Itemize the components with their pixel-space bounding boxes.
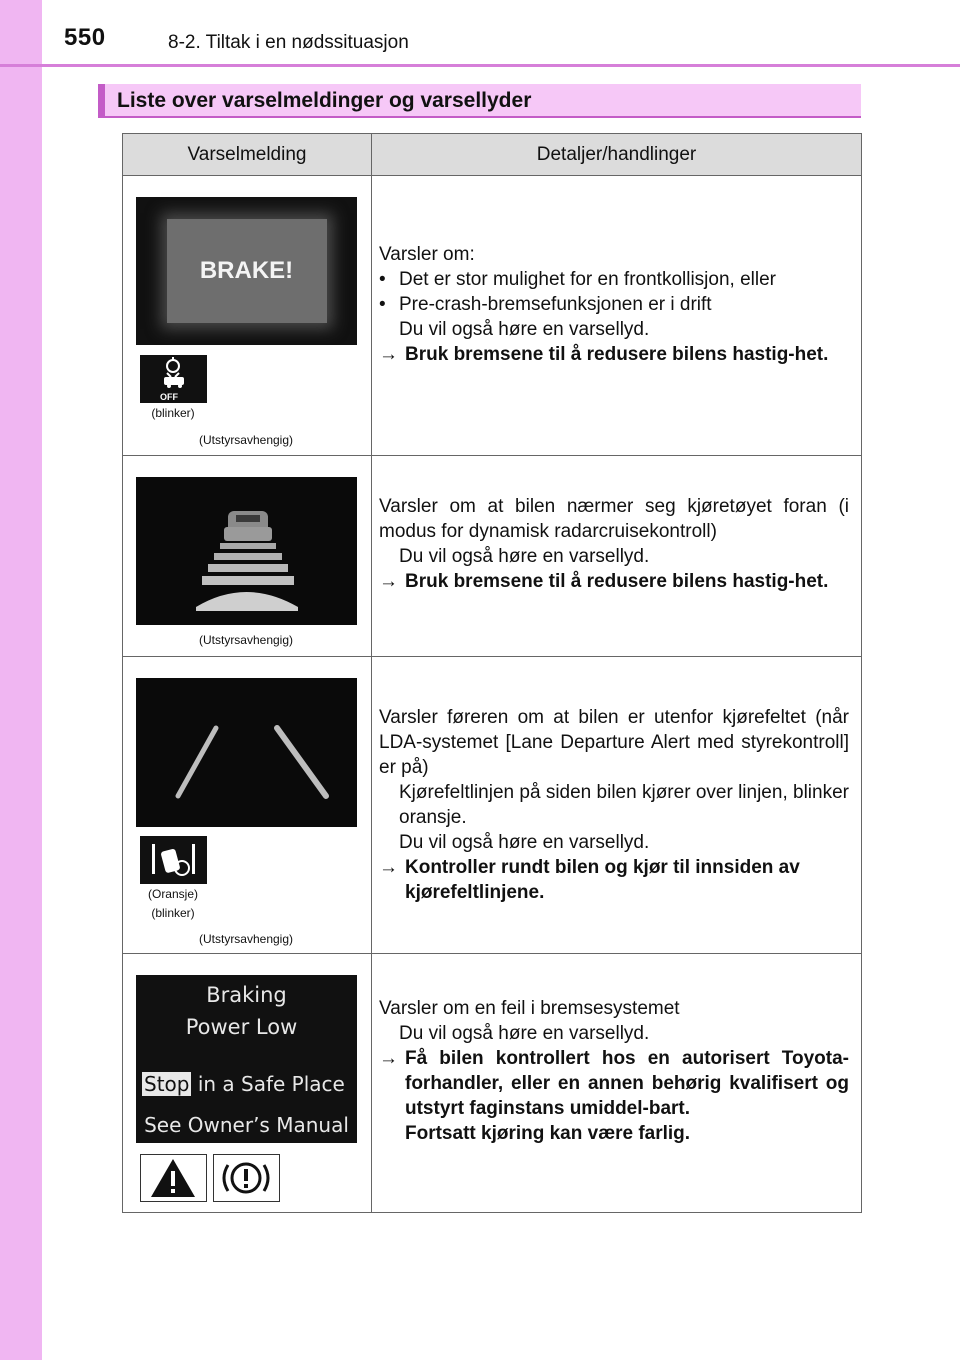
lane-lines-icon (136, 678, 357, 827)
details-action-text: Bruk bremsene til å redusere bilens hastig-het. (405, 344, 829, 365)
section-title-bar (98, 84, 861, 118)
details-intro: Varsler om: (379, 244, 475, 265)
table-header-row (123, 134, 862, 176)
details-bullet-text: Pre-crash-bremsefunksjonen er i drift (399, 294, 712, 315)
icon-caption-blinker: (blinker) (151, 406, 195, 420)
warning-message-table (122, 133, 862, 1213)
details-action-text: Kontroller rundt bilen og kjør til innsiden av kjørefeltlinjene. (405, 857, 800, 903)
message-cell (123, 657, 372, 954)
brake-display-screen (136, 197, 357, 345)
message-cell (123, 954, 372, 1213)
details-sound: Du vil også høre en varsellyd. (399, 832, 650, 853)
braking-power-low-display (136, 975, 357, 1143)
details-action (379, 855, 849, 905)
details-action-text: Få bilen kontrollert hos en autorisert Toyota-forhandler, eller en annen behørig kvalifisert og utstyrt faginstans umiddel-bart. (405, 1048, 849, 1119)
page-side-tab (0, 0, 42, 1360)
equipment-caption: (Utstyrsavhengig) (198, 633, 294, 647)
icon-caption-orange: (Oransje) (147, 887, 198, 901)
brake-display-text: BRAKE! (199, 257, 294, 284)
table-row (123, 456, 862, 657)
details-sound: Du vil også høre en varsellyd. (399, 319, 650, 340)
details-intro: Varsler om at bilen nærmer seg kjøretøyet foran (i modus for dynamisk radarcruisekontroll) (379, 496, 849, 542)
table-row (123, 176, 862, 456)
lane-departure-steering-icon (140, 836, 207, 884)
arrow-icon: → (379, 857, 398, 878)
table-row (123, 657, 862, 954)
icon-caption-blinker: (blinker) (151, 906, 195, 920)
chapter-title: 8-2. Tiltak i en nødssituasjon (168, 32, 409, 53)
details-detail: Kjørefeltlinjen på siden bilen kjører over linjen, blinker oransje. (399, 782, 849, 828)
details-action-text: Bruk bremsene til å redusere bilens hastig-het. (405, 571, 829, 592)
display-line: Braking (206, 983, 287, 1007)
display-stop-highlight: Stop (144, 1072, 190, 1096)
brake-system-icon (213, 1154, 280, 1202)
column-header-details: Detaljer/handlinger (372, 134, 862, 176)
warning-triangle-icon (140, 1154, 207, 1202)
pre-crash-off-icon (140, 355, 207, 403)
vehicle-ahead-icon (136, 477, 357, 625)
section-title: Liste over varselmeldinger og varsellyder (117, 89, 532, 112)
column-header-message: Varselmelding (123, 134, 372, 176)
equipment-caption: (Utstyrsavhengig) (198, 932, 294, 946)
details-bullet-text: Det er stor mulighet for en frontkollisjon, eller (399, 269, 776, 290)
details-bullet: • Det er stor mulighet for en frontkollisjon, eller (379, 269, 776, 290)
details-cell (372, 954, 862, 1213)
pre-crash-off-label: OFF (160, 392, 178, 402)
arrow-icon: → (379, 344, 398, 365)
arrow-icon: → (379, 1048, 398, 1069)
equipment-caption: (Utstyrsavhengig) (198, 433, 294, 447)
details-action (379, 569, 849, 594)
lane-departure-display (136, 678, 357, 827)
message-cell (123, 176, 372, 456)
details-action (379, 1046, 849, 1121)
display-line: in a Safe Place (197, 1072, 345, 1096)
details-warning: Fortsatt kjøring kan være farlig. (405, 1123, 691, 1144)
message-cell (123, 456, 372, 657)
details-action (379, 342, 849, 367)
arrow-icon: → (379, 571, 398, 592)
details-intro: Varsler føreren om at bilen er utenfor kjørefeltet (når LDA-systemet [Lane Departure Alert med styrekontroll] er på) (379, 707, 849, 778)
brake-display-panel (167, 219, 327, 323)
display-line: See Owner’s Manual (144, 1113, 349, 1137)
display-line: Power Low (185, 1015, 298, 1039)
details-bullet: • Pre-crash-bremsefunksjonen er i drift (379, 294, 712, 315)
table-row (123, 954, 862, 1213)
details-cell (372, 456, 862, 657)
details-sound: Du vil også høre en varsellyd. (399, 546, 650, 567)
details-intro: Varsler om en feil i bremsesystemet (379, 998, 680, 1019)
page-number: 550 (64, 24, 106, 51)
vehicle-ahead-display (136, 477, 357, 625)
details-cell (372, 657, 862, 954)
header-rule (0, 64, 960, 67)
details-cell (372, 176, 862, 456)
details-sound: Du vil også høre en varsellyd. (399, 1023, 650, 1044)
